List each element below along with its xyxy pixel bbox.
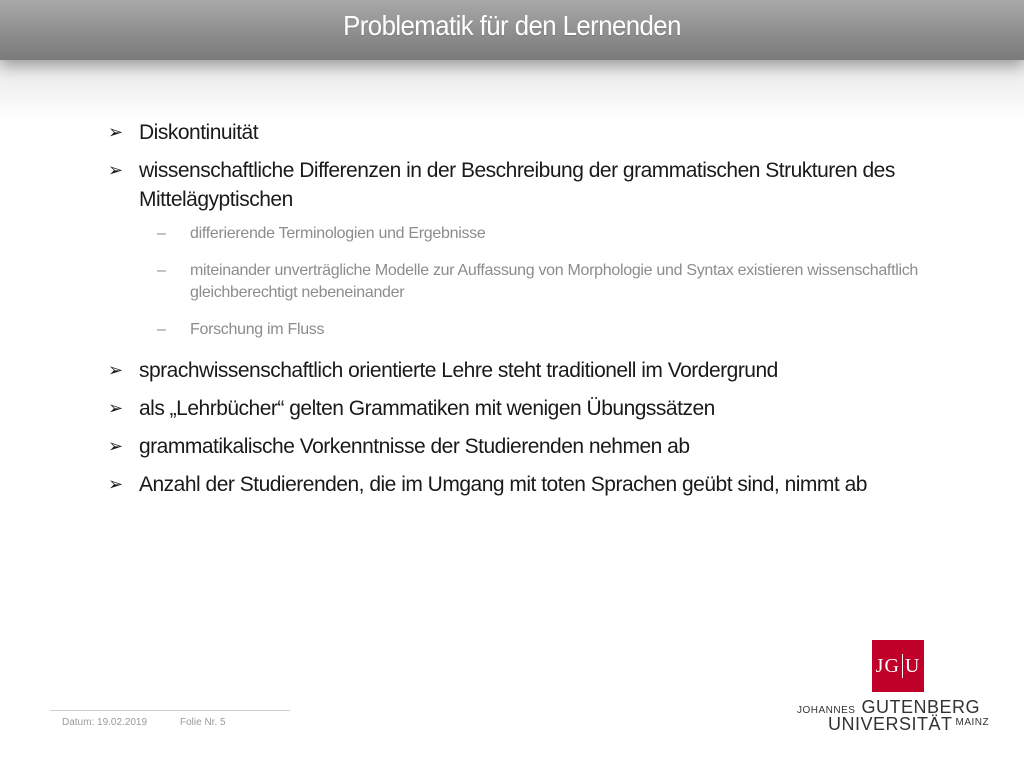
bullet-text: als „Lehrbücher“ gelten Grammatiken mit wenigen Übungssätzen bbox=[139, 397, 715, 420]
bullet-item bbox=[108, 394, 958, 423]
subpoint-item bbox=[108, 319, 958, 341]
wordmark-line2 bbox=[828, 714, 989, 735]
subpoint-list bbox=[108, 223, 958, 341]
dash-icon: – bbox=[157, 321, 166, 338]
wordmark-mainz: MAINZ bbox=[955, 717, 990, 728]
bullet-item bbox=[108, 156, 958, 214]
arrow-bullet-icon: ➢ bbox=[108, 160, 123, 180]
university-logo-icon bbox=[872, 640, 924, 692]
arrow-bullet-icon: ➢ bbox=[108, 398, 123, 418]
bullet-text: wissenschaftliche Differenzen in der Beschreibung der grammatischen Strukturen des Mittelägyptischen bbox=[139, 159, 895, 211]
bullet-text: grammatikalische Vorkenntnisse der Studierenden nehmen ab bbox=[139, 435, 690, 458]
arrow-bullet-icon: ➢ bbox=[108, 360, 123, 380]
bullet-text: sprachwissenschaftlich orientierte Lehre steht traditionell im Vordergrund bbox=[139, 359, 778, 382]
arrow-bullet-icon: ➢ bbox=[108, 122, 123, 142]
dash-icon: – bbox=[157, 225, 166, 242]
title-bar bbox=[0, 0, 1024, 60]
footer-slide-number: Folie Nr. 5 bbox=[180, 717, 226, 728]
subpoint-text: miteinander unverträgliche Modelle zur Auffassung von Morphologie und Syntax existieren wissenschaftlich gleichberechtigt nebeneinander bbox=[190, 262, 919, 301]
wordmark-johannes: JOHANNES bbox=[797, 705, 856, 716]
dash-icon: – bbox=[157, 262, 166, 279]
footer-divider bbox=[50, 710, 290, 711]
subpoint-text: Forschung im Fluss bbox=[190, 321, 325, 338]
arrow-bullet-icon: ➢ bbox=[108, 436, 123, 456]
wordmark-universitaet: UNIVERSITÄT bbox=[828, 714, 953, 734]
bullet-text: Anzahl der Studierenden, die im Umgang mit toten Sprachen geübt sind, nimmt ab bbox=[139, 473, 867, 496]
bullet-item bbox=[108, 356, 958, 385]
logo-left-letters: JG bbox=[875, 654, 900, 677]
arrow-bullet-icon: ➢ bbox=[108, 474, 123, 494]
footer-date: Datum: 19.02.2019 bbox=[62, 717, 148, 728]
bullet-item bbox=[108, 470, 958, 499]
wordmark-gutenberg: GUTENBERG bbox=[861, 697, 980, 717]
subpoint-item bbox=[108, 260, 958, 304]
title-shadow bbox=[0, 60, 1024, 120]
bullet-item bbox=[108, 118, 958, 147]
slide-title: Problematik für den Lernenden bbox=[343, 10, 681, 41]
subpoint-text: differierende Terminologien und Ergebnisse bbox=[190, 225, 486, 242]
logo-separator bbox=[902, 654, 903, 678]
bullet-text: Diskontinuität bbox=[139, 121, 259, 144]
slide-content bbox=[108, 118, 958, 508]
subpoint-item bbox=[108, 223, 958, 245]
bullet-item bbox=[108, 432, 958, 461]
logo-right-letter: U bbox=[904, 654, 921, 677]
